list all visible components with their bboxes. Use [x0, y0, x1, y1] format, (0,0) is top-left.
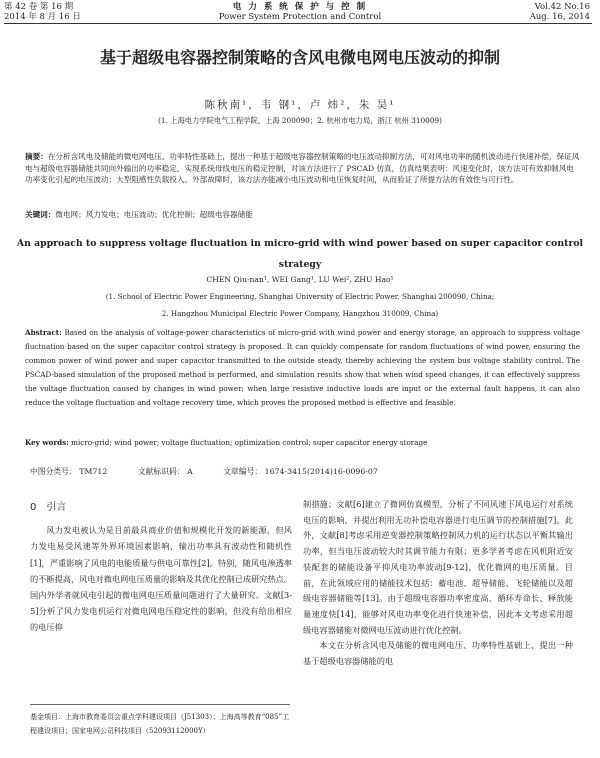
keywords-en-label: Key words:	[25, 438, 69, 447]
document-code: 文献标识码： A	[137, 467, 193, 476]
affiliation-cn: (1. 上海电力学院电气工程学院，上海 200090；2. 杭州市电力局，浙江 杭州 310009)	[158, 116, 442, 125]
authors-cn: 陈秋南¹，韦 钢¹，卢 炜²，朱 昊¹	[204, 99, 396, 111]
right-column-text-2: 本文在分析含风电及储能的微电网电压、功率特性基础上，提出一种基于超级电容器储能的电	[303, 640, 573, 667]
abstract-en-text: Based on the analysis of voltage-power characteristics of micro-grid with wind power and energy storage, an approach to suppress voltage fluctuation based on the super capacitor control strategy is proposed. It can quickly compensate for random fluctuations of wind power, ensuring the common power of wind power and super capacitor transmitted to the outside steady, thereby achieving the system bus voltage stability control. The PSCAD-based simulation of the proposed method is performed, and simulation results show that when wind speed changes, it can effectively suppress the voltage fluctuation caused by changes in wind power; when large resistive inductive loads are input or the external fault happens, it can also reduce the voltage fluctuation and voltage recovery time, which proves the proposed method is effective and feasible.	[25, 328, 580, 408]
affiliation-en-2: 2. Hangzhou Municipal Electric Power Company, Hangzhou 310009, China)	[161, 309, 439, 318]
affiliation-en	[0, 288, 600, 322]
article-number: 文章编号： 1674-3415(2014)16-0096-07	[223, 467, 378, 476]
keywords-cn-label: 关键词：	[25, 210, 56, 219]
clc-number: 中图分类号： TM712	[30, 467, 108, 476]
date-cn: 2014 年 8 月 16 日	[4, 12, 81, 22]
journal-cn: 电 力 系 统 保 护 与 控 制	[232, 2, 368, 12]
funding-footnote: 基金项目：上海市教育委员会重点学科建设项目（J51303）；上海高等教育“085”工程建设项目；国家电网公司科技项目（52093112000Y）	[30, 713, 290, 735]
abstract-cn	[25, 151, 580, 186]
section-heading: 0 引言	[30, 502, 67, 513]
right-column-text-1: 制措施；文献[6]建立了微网仿真模型，分析了不同风速下风电运行对系统电压的影响，并提出利用无功补偿电容器进行电压调节的控制措施[7]。此外，文献[8]考虑采用逆变器控制策略控制风力机的运行状态以平衡其输出功率，但当电压波动较大时其调节能力有限；更多学者考虑在风机附近安装配套的储能设备平抑风电功率波动[9-12]，优化微网的电压质量。目前，在此领域应用的储能技术包括：蓄电池、超导储能、飞轮储能以及超级电容器储能等[13]。由于超级电容器功率密度高、循环寿命长、释放能量速度快[14]，能够对风电功率变化进行快速补偿，因此本文考虑采用超级电容器储能对微网电压波动进行优化控制。	[303, 499, 573, 635]
abstract-en-label: Abstract:	[25, 328, 62, 337]
left-column	[30, 500, 292, 636]
keywords-en-text: micro-grid; wind power; voltage fluctuation; optimization control; super capacitor energy storage	[71, 438, 428, 447]
left-column-text: 风力发电被认为是目前最具商业价值和规模化开发的新能源，但风力发电易受风速等外界环境因素影响，输出功率具有波动性和随机性[1]，严重影响了风电的电能质量与供电可靠性[2]。特别，随风电渗透率的不断提高，风电对微电网电压质量的影响及其优化控制已成研究热点。国内外学者就风电引起的微电网电压质量问题进行了大量研究。文献[3-5]分析了风力发电机运行对微电网电压稳定性的影响，但没有给出相应的电压抑	[30, 525, 293, 633]
date-en: Aug. 16, 2014	[529, 12, 590, 22]
authors-en: CHEN Qiu-nan¹, WEI Gang¹, LU Wei², ZHU Hao¹	[206, 275, 394, 284]
keywords-cn	[25, 209, 580, 220]
volume-en: Vol.42 No.16	[534, 2, 590, 12]
paper-title-en: An approach to suppress voltage fluctuation in micro-grid with wind power based on super capacitor control strategy	[16, 238, 584, 270]
abstract-cn-text: 在分析含风电及储能的微电网电压、功率特性基础上，提出一种基于超级电容器控制策略的电压波动抑制方法，可对风电功率的随机波动进行快速补偿，保证风电与超级电容器储能共同向外输出的功率稳定，实现系统母线电压的稳定控制，对该方法进行了 PSCAD 仿真，仿真结果表明：风速变化时，该方法可有效抑制风电功率变化引起的电压波动；大型阻感性负载投入、外部故障时，该方法亦能减小电压波动和电压恢复时间，从而验证了所提方法的有效性与可行性。	[25, 152, 580, 184]
right-column	[303, 497, 573, 670]
header-rule	[4, 23, 592, 24]
footnote-rule	[30, 704, 290, 705]
journal-en: Power System Protection and Control	[218, 12, 382, 22]
paper-title-cn: 基于超级电容器控制策略的含风电微电网电压波动的抑制	[99, 48, 500, 67]
volume-cn: 第 42 卷 第 16 期	[4, 2, 74, 12]
abstract-cn-label: 摘要：	[25, 152, 48, 161]
header-right	[530, 2, 590, 22]
keywords-cn-text: 微电网；风力发电；电压波动；优化控制；超级电容器储能	[55, 210, 253, 219]
keywords-en	[25, 438, 580, 447]
abstract-en	[25, 326, 580, 411]
classification-line	[30, 466, 570, 477]
header-center	[0, 2, 600, 22]
affiliation-en-1: (1. School of Electric Power Engineering, Shanghai University of Electric Power, Shanghai 200090, China;	[105, 292, 495, 301]
